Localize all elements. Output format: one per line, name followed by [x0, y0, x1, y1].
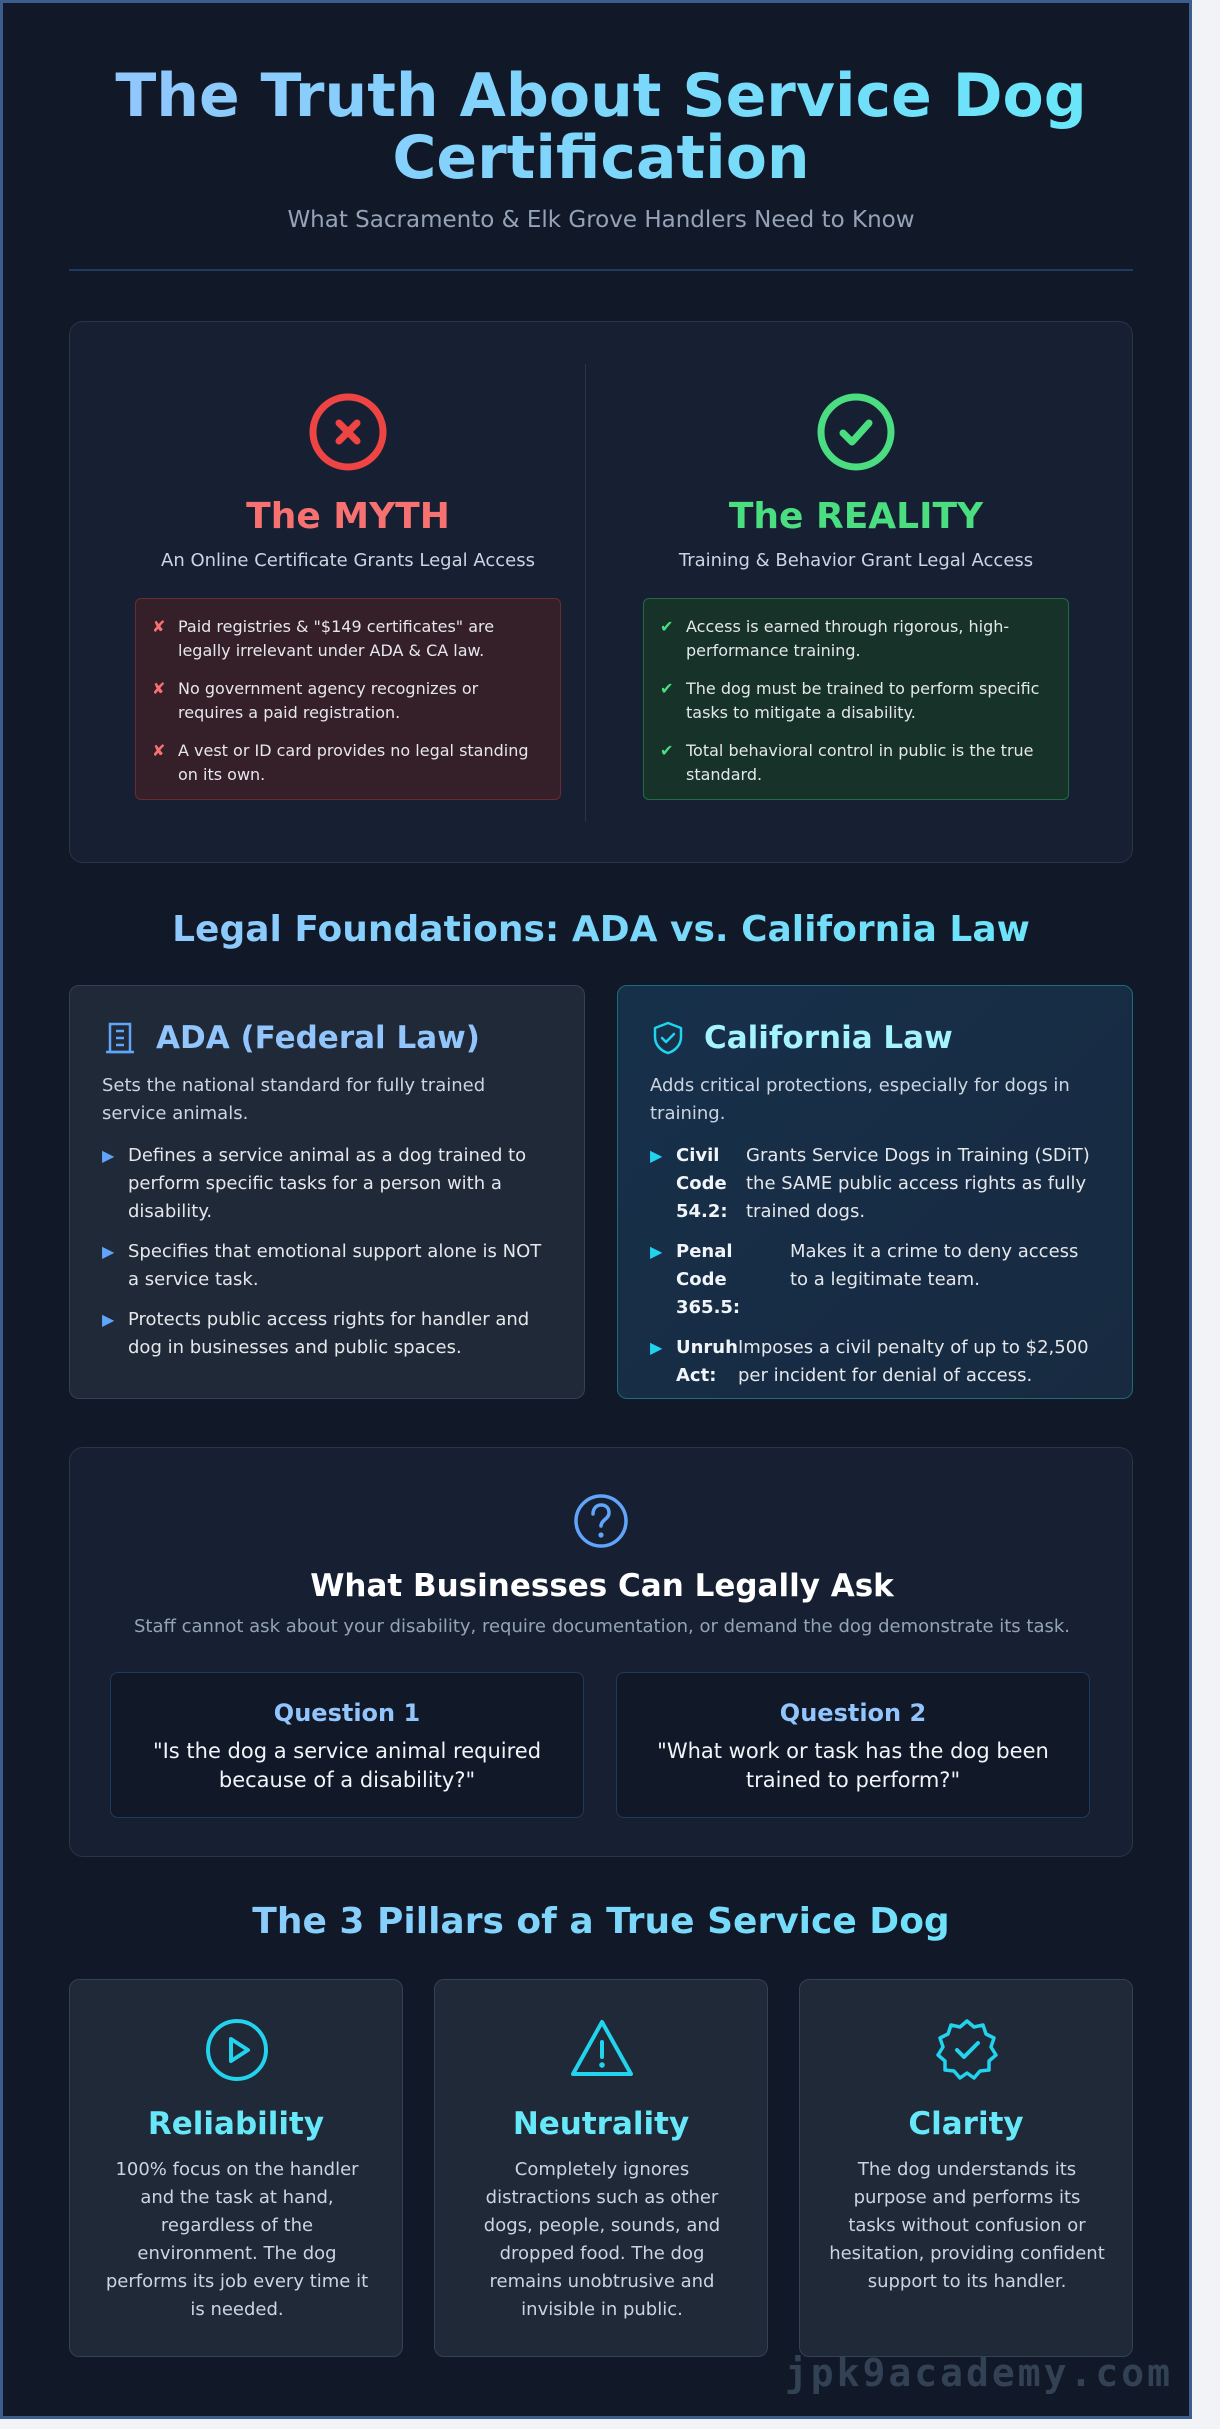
pillar-text: Completely ignores distractions such as other dogs, people, sounds, and dropped food. The dog remains unobtrusive and invisible in public.	[483, 2159, 721, 2320]
question-label: Question 1	[273, 1699, 421, 1727]
x-circle-icon	[308, 392, 388, 472]
badge-check-icon	[933, 2016, 1001, 2084]
california-title: California Law	[704, 1020, 953, 1056]
myth-item-text: No government agency recognizes or requires a paid registration.	[178, 679, 479, 722]
ca-item-term: Penal Code 365.5:	[676, 1241, 741, 1318]
list-item	[102, 1306, 554, 1362]
ada-title: ADA (Federal Law)	[156, 1020, 480, 1056]
list-item	[152, 615, 540, 663]
pillar-text: 100% focus on the handler and the task at hand, regardless of the environment. The dog performs its job every time it is needed.	[105, 2159, 369, 2320]
reality-list	[643, 598, 1069, 800]
question-text: "What work or task has the dog been trained to perform?"	[657, 1739, 1049, 1792]
legal-questions-card	[69, 1447, 1133, 1857]
california-card	[617, 985, 1133, 1399]
ada-item-text: Specifies that emotional support alone is NOT a service task.	[128, 1241, 542, 1290]
reality-subheading: Training & Behavior Grant Legal Access	[678, 550, 1034, 571]
ada-card-header	[102, 1018, 480, 1058]
ca-item-text: Makes it a crime to deny access to a legitimate team.	[790, 1241, 1079, 1290]
ca-item-text: Imposes a civil penalty of up to $2,500 per incident for denial of access.	[738, 1337, 1089, 1386]
cross-mark-icon: ✘	[152, 679, 166, 698]
california-card-header	[650, 1018, 953, 1058]
check-circle-icon	[816, 392, 896, 472]
list-item	[660, 615, 1048, 663]
cross-mark-icon: ✘	[152, 617, 166, 636]
shield-check-icon	[650, 1020, 686, 1056]
warning-triangle-icon	[568, 2016, 636, 2084]
questions-subtitle: Staff cannot ask about your disability, require documentation, or demand the dog demonstrate its task.	[133, 1616, 1071, 1637]
reality-item-text: Access is earned through rigorous, high-performance training.	[686, 617, 1010, 660]
myth-item-text: Paid registries & "$149 certificates" are legally irrelevant under ADA & CA law.	[178, 617, 495, 660]
check-mark-icon: ✔	[660, 679, 674, 698]
header-divider	[69, 269, 1133, 271]
arrow-bullet-icon: ▶	[650, 1146, 663, 1165]
ada-item-text: Defines a service animal as a dog trained to perform specific tasks for a person with a disability.	[128, 1145, 527, 1222]
reality-heading: The REALITY	[728, 496, 984, 537]
ca-item-row	[676, 1142, 1102, 1226]
myth-list	[135, 598, 561, 800]
pillar-title: Reliability	[147, 2106, 325, 2142]
list-item	[102, 1142, 554, 1226]
myth-heading: The MYTH	[246, 496, 450, 537]
page-subtitle: What Sacramento & Elk Grove Handlers Need to Know	[287, 207, 915, 233]
list-item	[650, 1334, 1102, 1390]
ada-list	[102, 1142, 554, 1374]
list-item	[152, 677, 540, 725]
pillar-text: The dog understands its purpose and performs its tasks without confusion or hesitation, providing confident support to its handler.	[829, 2159, 1105, 2292]
pillars-section-title: The 3 Pillars of a True Service Dog	[69, 1901, 1133, 1942]
list-item	[660, 677, 1048, 725]
reality-item-text: The dog must be trained to perform specific tasks to mitigate a disability.	[686, 679, 1040, 722]
pillar-card-reliability	[69, 1979, 403, 2357]
myth-subheading: An Online Certificate Grants Legal Access	[161, 550, 535, 571]
list-item	[660, 739, 1048, 787]
check-mark-icon: ✔	[660, 741, 674, 760]
list-item	[650, 1142, 1102, 1226]
question-circle-icon	[572, 1492, 630, 1550]
california-description: Adds critical protections, especially for dogs in training.	[650, 1075, 1070, 1124]
arrow-bullet-icon: ▶	[102, 1242, 115, 1261]
question-card-2	[616, 1672, 1090, 1818]
ada-card	[69, 985, 585, 1399]
list-item	[152, 739, 540, 787]
pillar-card-clarity	[799, 1979, 1133, 2357]
ca-item-row	[676, 1238, 1102, 1322]
ca-item-text: Grants Service Dogs in Training (SDiT) the SAME public access rights as fully trained dogs.	[746, 1145, 1090, 1222]
california-list	[650, 1142, 1102, 1402]
check-mark-icon: ✔	[660, 617, 674, 636]
arrow-bullet-icon: ▶	[102, 1146, 115, 1165]
ca-item-term: Civil Code 54.2:	[676, 1145, 728, 1222]
play-circle-icon	[203, 2016, 271, 2084]
myth-vs-reality-card	[69, 321, 1133, 863]
question-text: "Is the dog a service animal required because of a disability?"	[152, 1739, 542, 1792]
building-icon	[102, 1020, 138, 1056]
questions-title: What Businesses Can Legally Ask	[310, 1568, 894, 1604]
watermark: jpk9academy.com	[784, 2351, 1173, 2395]
ca-item-term: Unruh Act:	[676, 1337, 738, 1386]
pillar-title: Clarity	[908, 2106, 1024, 2142]
ca-item-row	[676, 1334, 1102, 1390]
pillar-card-neutrality	[434, 1979, 768, 2357]
arrow-bullet-icon: ▶	[650, 1338, 663, 1357]
page-title: The Truth About Service Dog Certification	[69, 65, 1133, 189]
list-item	[102, 1238, 554, 1294]
list-item	[650, 1238, 1102, 1322]
column-divider	[585, 364, 586, 822]
cross-mark-icon: ✘	[152, 741, 166, 760]
reality-item-text: Total behavioral control in public is the true standard.	[686, 741, 1034, 784]
myth-item-text: A vest or ID card provides no legal standing on its own.	[178, 741, 529, 784]
arrow-bullet-icon: ▶	[650, 1242, 663, 1261]
ada-item-text: Protects public access rights for handler and dog in businesses and public spaces.	[128, 1309, 530, 1358]
question-card-1	[110, 1672, 584, 1818]
legal-section-title: Legal Foundations: ADA vs. California Law	[69, 909, 1133, 950]
arrow-bullet-icon: ▶	[102, 1310, 115, 1329]
question-label: Question 2	[779, 1699, 927, 1727]
ada-description: Sets the national standard for fully trained service animals.	[102, 1075, 486, 1124]
pillar-title: Neutrality	[512, 2106, 690, 2142]
